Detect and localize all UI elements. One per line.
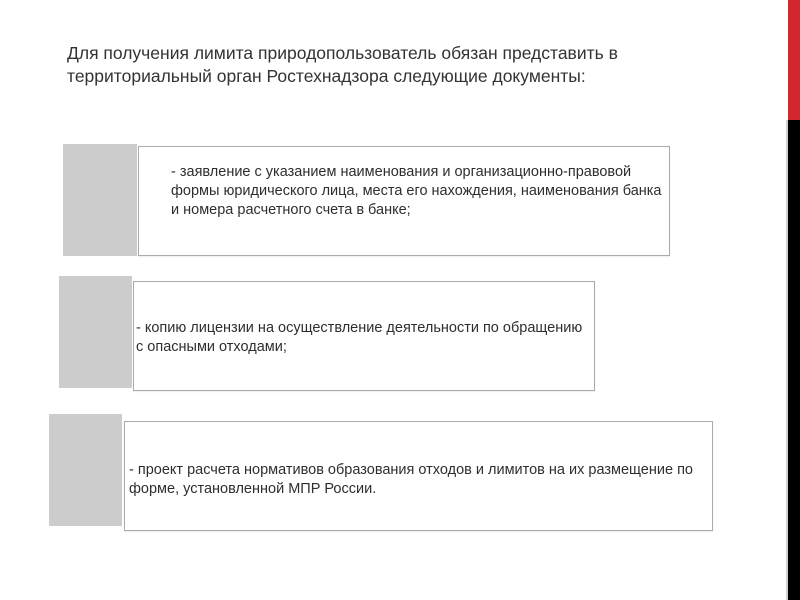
item-text: - проект расчета нормативов образования отходов и лимитов на их размещение по форме, установленной МПР России. [129,462,693,497]
item-marker-square [59,276,132,388]
item-marker-square [49,414,122,526]
item-text: - копию лицензии на осуществление деятельности по обращению с опасными отходами; [136,320,583,355]
accent-bar-black [788,120,800,600]
item-text: - заявление с указанием наименования и организационно-правовой формы юридического лица, места его нахождения, наименования банка и номера расчетного счета в банке; [171,164,662,218]
accent-bar-red [788,0,800,120]
item-marker-square [63,144,137,256]
slide-title: Для получения лимита природопользователь обязан представить в территориальный орган Ростехнадзора следующие документы: [67,43,618,86]
